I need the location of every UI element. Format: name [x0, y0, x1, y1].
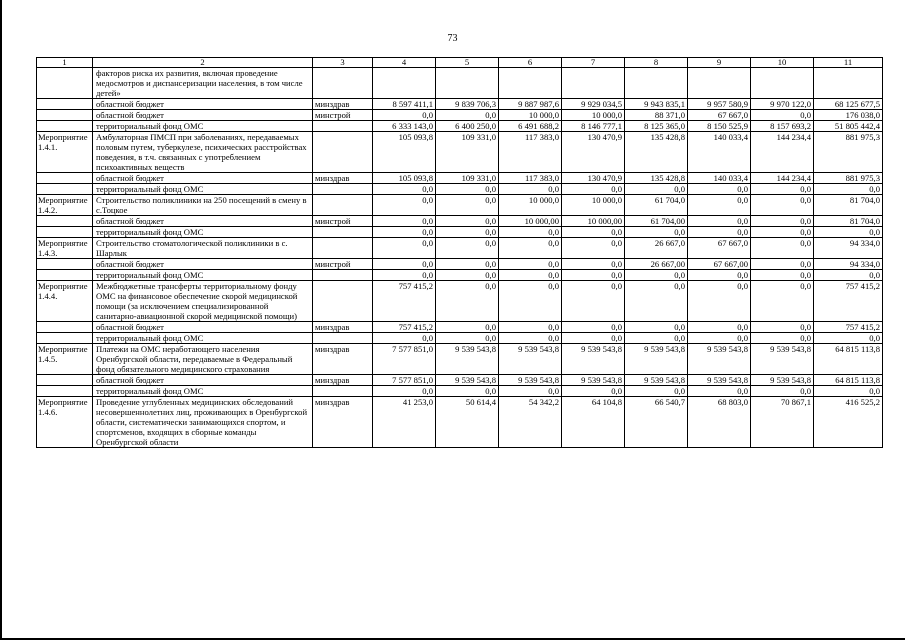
- value-cell-col-4: 6 333 143,0: [373, 121, 436, 132]
- column-header-7: 7: [562, 58, 625, 68]
- value-cell-col-8: [625, 68, 688, 99]
- executor-cell: минздрав: [313, 344, 373, 375]
- value-cell-col-7: 64 104,8: [562, 397, 625, 448]
- value-cell-col-9: [688, 68, 751, 99]
- value-cell-col-8: 0,0: [625, 227, 688, 238]
- value-cell-col-9: 0,0: [688, 227, 751, 238]
- value-cell-col-9: 67 667,0: [688, 110, 751, 121]
- value-cell-col-10: 9 539 543,8: [751, 344, 814, 375]
- description-cell: факторов риска их развития, включая проведение медосмотров и диспансеризации населения, в том числе детей»: [93, 68, 313, 99]
- value-cell-col-7: 0,0: [562, 386, 625, 397]
- column-header-10: 10: [751, 58, 814, 68]
- value-cell-col-7: 130 470,9: [562, 173, 625, 184]
- measure-cell: [37, 216, 93, 227]
- value-cell-col-11: [814, 68, 883, 99]
- measure-cell: Мероприятие 1.4.4.: [37, 281, 93, 322]
- value-cell-col-9: 140 033,4: [688, 132, 751, 173]
- table-row: [37, 281, 883, 322]
- measure-cell: [37, 121, 93, 132]
- value-cell-col-7: 9 539 543,8: [562, 344, 625, 375]
- value-cell-col-5: 0,0: [436, 238, 499, 259]
- description-cell: Амбулаторная ПМСП при заболеваниях, передаваемых половым путем, туберкулезе, психических расстройствах поведения, в т.ч. связанных с употреблением психоактивных веществ: [93, 132, 313, 173]
- column-header-1: 1: [37, 58, 93, 68]
- value-cell-col-4: 0,0: [373, 333, 436, 344]
- column-header-2: 2: [93, 58, 313, 68]
- column-header-11: 11: [814, 58, 883, 68]
- description-cell: Проведение углубленных медицинских обследований несовершеннолетних лиц, проживающих в Оренбургской области, систематически занимающихся спортом, и спортсменов, входящих в сборные команды Оренбургской области: [93, 397, 313, 448]
- description-cell: территориальный фонд ОМС: [93, 270, 313, 281]
- table-row: [37, 132, 883, 173]
- value-cell-col-6: 0,0: [499, 322, 562, 333]
- value-cell-col-6: 9 539 543,8: [499, 344, 562, 375]
- column-header-8: 8: [625, 58, 688, 68]
- table-row: [37, 99, 883, 110]
- value-cell-col-6: 10 000,0: [499, 110, 562, 121]
- description-cell: областной бюджет: [93, 216, 313, 227]
- value-cell-col-4: 105 093,8: [373, 132, 436, 173]
- table-row: [37, 195, 883, 216]
- value-cell-col-10: 0,0: [751, 110, 814, 121]
- value-cell-col-6: 9 539 543,8: [499, 375, 562, 386]
- table-row: [37, 375, 883, 386]
- value-cell-col-10: 0,0: [751, 270, 814, 281]
- value-cell-col-5: 0,0: [436, 281, 499, 322]
- value-cell-col-5: 0,0: [436, 259, 499, 270]
- description-cell: Строительство стоматологической поликлиники в с. Шарлык: [93, 238, 313, 259]
- value-cell-col-11: 881 975,3: [814, 173, 883, 184]
- measure-cell: [37, 333, 93, 344]
- value-cell-col-10: 0,0: [751, 216, 814, 227]
- table-row: [37, 216, 883, 227]
- measure-cell: [37, 259, 93, 270]
- value-cell-col-6: 9 887 987,6: [499, 99, 562, 110]
- table-row: [37, 227, 883, 238]
- header-row: [37, 58, 883, 68]
- executor-cell: [313, 386, 373, 397]
- value-cell-col-8: 0,0: [625, 386, 688, 397]
- value-cell-col-9: 9 957 580,9: [688, 99, 751, 110]
- value-cell-col-5: 9 539 543,8: [436, 344, 499, 375]
- value-cell-col-11: 68 125 677,5: [814, 99, 883, 110]
- value-cell-col-5: 9 839 706,3: [436, 99, 499, 110]
- table-row: [37, 397, 883, 448]
- value-cell-col-9: 67 667,00: [688, 259, 751, 270]
- table-row: [37, 344, 883, 375]
- value-cell-col-4: 0,0: [373, 270, 436, 281]
- description-cell: областной бюджет: [93, 375, 313, 386]
- value-cell-col-5: 109 331,0: [436, 173, 499, 184]
- measure-cell: [37, 322, 93, 333]
- value-cell-col-9: 8 150 525,9: [688, 121, 751, 132]
- measure-cell: [37, 99, 93, 110]
- value-cell-col-5: 0,0: [436, 110, 499, 121]
- value-cell-col-7: 10 000,0: [562, 110, 625, 121]
- description-cell: территориальный фонд ОМС: [93, 184, 313, 195]
- measure-cell: [37, 375, 93, 386]
- value-cell-col-8: 0,0: [625, 322, 688, 333]
- column-header-5: 5: [436, 58, 499, 68]
- value-cell-col-11: 0,0: [814, 386, 883, 397]
- value-cell-col-9: 9 539 543,8: [688, 344, 751, 375]
- value-cell-col-4: 0,0: [373, 195, 436, 216]
- value-cell-col-10: 9 539 543,8: [751, 375, 814, 386]
- value-cell-col-5: 0,0: [436, 270, 499, 281]
- value-cell-col-10: 0,0: [751, 238, 814, 259]
- value-cell-col-11: 176 038,0: [814, 110, 883, 121]
- value-cell-col-5: 0,0: [436, 333, 499, 344]
- measure-cell: [37, 68, 93, 99]
- description-cell: Межбюджетные трансферты территориальному фонду ОМС на финансовое обеспечение скорой медицинской помощи (за исключением специализированной санитарно-авиационной скорой медицинской помощи): [93, 281, 313, 322]
- measure-cell: [37, 270, 93, 281]
- description-cell: областной бюджет: [93, 173, 313, 184]
- executor-cell: [313, 227, 373, 238]
- value-cell-col-11: 416 525,2: [814, 397, 883, 448]
- value-cell-col-7: 0,0: [562, 270, 625, 281]
- executor-cell: минстрой: [313, 216, 373, 227]
- table-row: [37, 110, 883, 121]
- value-cell-col-7: 0,0: [562, 184, 625, 195]
- measure-cell: Мероприятие 1.4.6.: [37, 397, 93, 448]
- table-row: [37, 238, 883, 259]
- value-cell-col-11: 94 334,0: [814, 238, 883, 259]
- value-cell-col-4: 0,0: [373, 238, 436, 259]
- executor-cell: [313, 132, 373, 173]
- value-cell-col-4: 41 253,0: [373, 397, 436, 448]
- value-cell-col-9: 0,0: [688, 386, 751, 397]
- value-cell-col-4: 0,0: [373, 386, 436, 397]
- value-cell-col-5: 109 331,0: [436, 132, 499, 173]
- value-cell-col-6: 6 491 688,2: [499, 121, 562, 132]
- executor-cell: [313, 121, 373, 132]
- value-cell-col-7: 9 929 034,5: [562, 99, 625, 110]
- description-cell: территориальный фонд ОМС: [93, 333, 313, 344]
- value-cell-col-6: 117 383,0: [499, 173, 562, 184]
- value-cell-col-4: 105 093,8: [373, 173, 436, 184]
- value-cell-col-4: 0,0: [373, 110, 436, 121]
- budget-table: [36, 57, 883, 448]
- value-cell-col-5: 50 614,4: [436, 397, 499, 448]
- value-cell-col-8: 8 125 365,0: [625, 121, 688, 132]
- value-cell-col-8: 88 371,0: [625, 110, 688, 121]
- value-cell-col-11: 81 704,0: [814, 195, 883, 216]
- value-cell-col-11: 757 415,2: [814, 322, 883, 333]
- table-row: [37, 259, 883, 270]
- measure-cell: Мероприятие 1.4.3.: [37, 238, 93, 259]
- value-cell-col-8: 66 540,7: [625, 397, 688, 448]
- value-cell-col-11: 94 334,0: [814, 259, 883, 270]
- value-cell-col-10: 0,0: [751, 386, 814, 397]
- value-cell-col-7: 8 146 777,1: [562, 121, 625, 132]
- description-cell: территориальный фонд ОМС: [93, 386, 313, 397]
- value-cell-col-10: 144 234,4: [751, 173, 814, 184]
- value-cell-col-7: 0,0: [562, 333, 625, 344]
- table-row: [37, 386, 883, 397]
- value-cell-col-6: 0,0: [499, 281, 562, 322]
- value-cell-col-4: [373, 68, 436, 99]
- value-cell-col-10: 144 234,4: [751, 132, 814, 173]
- value-cell-col-5: 0,0: [436, 216, 499, 227]
- table-body: [37, 68, 883, 448]
- value-cell-col-11: 81 704,0: [814, 216, 883, 227]
- value-cell-col-7: 9 539 543,8: [562, 375, 625, 386]
- measure-cell: [37, 386, 93, 397]
- value-cell-col-7: 0,0: [562, 281, 625, 322]
- table-row: [37, 333, 883, 344]
- executor-cell: минздрав: [313, 397, 373, 448]
- value-cell-col-8: 135 428,8: [625, 173, 688, 184]
- executor-cell: [313, 281, 373, 322]
- description-cell: областной бюджет: [93, 259, 313, 270]
- value-cell-col-10: 0,0: [751, 195, 814, 216]
- value-cell-col-4: 0,0: [373, 184, 436, 195]
- value-cell-col-9: 0,0: [688, 281, 751, 322]
- value-cell-col-6: 0,0: [499, 333, 562, 344]
- measure-cell: Мероприятие 1.4.2.: [37, 195, 93, 216]
- measure-cell: [37, 227, 93, 238]
- value-cell-col-4: 8 597 411,1: [373, 99, 436, 110]
- table-row: [37, 322, 883, 333]
- value-cell-col-11: 881 975,3: [814, 132, 883, 173]
- value-cell-col-4: 757 415,2: [373, 281, 436, 322]
- value-cell-col-11: 0,0: [814, 227, 883, 238]
- description-cell: областной бюджет: [93, 322, 313, 333]
- value-cell-col-10: 0,0: [751, 322, 814, 333]
- value-cell-col-9: 0,0: [688, 216, 751, 227]
- value-cell-col-4: 0,0: [373, 259, 436, 270]
- column-header-6: 6: [499, 58, 562, 68]
- value-cell-col-10: [751, 68, 814, 99]
- column-header-3: 3: [313, 58, 373, 68]
- value-cell-col-9: 67 667,0: [688, 238, 751, 259]
- value-cell-col-6: 0,0: [499, 386, 562, 397]
- value-cell-col-4: 0,0: [373, 227, 436, 238]
- table-header: [37, 58, 883, 68]
- value-cell-col-5: 0,0: [436, 195, 499, 216]
- executor-cell: [313, 270, 373, 281]
- value-cell-col-5: 0,0: [436, 386, 499, 397]
- value-cell-col-6: [499, 68, 562, 99]
- page-number: 73: [447, 33, 458, 44]
- value-cell-col-11: 64 815 113,8: [814, 375, 883, 386]
- value-cell-col-10: 0,0: [751, 281, 814, 322]
- value-cell-col-6: 0,0: [499, 227, 562, 238]
- value-cell-col-11: 757 415,2: [814, 281, 883, 322]
- value-cell-col-8: 0,0: [625, 281, 688, 322]
- value-cell-col-6: 0,0: [499, 259, 562, 270]
- measure-cell: [37, 184, 93, 195]
- value-cell-col-7: 0,0: [562, 227, 625, 238]
- value-cell-col-8: 26 667,00: [625, 259, 688, 270]
- description-cell: территориальный фонд ОМС: [93, 121, 313, 132]
- measure-cell: [37, 110, 93, 121]
- executor-cell: минздрав: [313, 173, 373, 184]
- measure-cell: Мероприятие 1.4.5.: [37, 344, 93, 375]
- value-cell-col-9: 68 803,0: [688, 397, 751, 448]
- value-cell-col-7: 0,0: [562, 259, 625, 270]
- value-cell-col-5: 0,0: [436, 184, 499, 195]
- value-cell-col-8: 9 539 543,8: [625, 344, 688, 375]
- value-cell-col-10: 0,0: [751, 184, 814, 195]
- value-cell-col-9: 0,0: [688, 184, 751, 195]
- table-row: [37, 270, 883, 281]
- table-row: [37, 68, 883, 99]
- value-cell-col-9: 0,0: [688, 270, 751, 281]
- value-cell-col-8: 26 667,0: [625, 238, 688, 259]
- value-cell-col-8: 0,0: [625, 333, 688, 344]
- description-cell: территориальный фонд ОМС: [93, 227, 313, 238]
- value-cell-col-9: 0,0: [688, 333, 751, 344]
- executor-cell: [313, 184, 373, 195]
- value-cell-col-7: 10 000,00: [562, 216, 625, 227]
- description-cell: Платежи на ОМС неработающего населения Оренбургской области, передаваемые в Федеральный фонд обязательного медицинского страхования: [93, 344, 313, 375]
- value-cell-col-8: 61 704,0: [625, 195, 688, 216]
- value-cell-col-4: 0,0: [373, 216, 436, 227]
- table-row: [37, 121, 883, 132]
- description-cell: областной бюджет: [93, 99, 313, 110]
- value-cell-col-11: 51 805 442,4: [814, 121, 883, 132]
- executor-cell: [313, 238, 373, 259]
- value-cell-col-6: 117 383,0: [499, 132, 562, 173]
- executor-cell: минстрой: [313, 259, 373, 270]
- value-cell-col-8: 0,0: [625, 270, 688, 281]
- value-cell-col-5: 0,0: [436, 322, 499, 333]
- description-cell: Строительство поликлиники на 250 посещений в смену в с.Тоцкое: [93, 195, 313, 216]
- executor-cell: [313, 68, 373, 99]
- executor-cell: минстрой: [313, 110, 373, 121]
- table-row: [37, 184, 883, 195]
- executor-cell: [313, 195, 373, 216]
- value-cell-col-4: 7 577 851,0: [373, 344, 436, 375]
- value-cell-col-6: 54 342,2: [499, 397, 562, 448]
- value-cell-col-6: 10 000,00: [499, 216, 562, 227]
- description-cell: областной бюджет: [93, 110, 313, 121]
- value-cell-col-9: 0,0: [688, 322, 751, 333]
- value-cell-col-8: 61 704,00: [625, 216, 688, 227]
- value-cell-col-10: 0,0: [751, 227, 814, 238]
- value-cell-col-5: 6 400 250,0: [436, 121, 499, 132]
- value-cell-col-7: 10 000,0: [562, 195, 625, 216]
- value-cell-col-10: 9 970 122,0: [751, 99, 814, 110]
- value-cell-col-10: 8 157 693,2: [751, 121, 814, 132]
- executor-cell: [313, 333, 373, 344]
- measure-cell: [37, 173, 93, 184]
- measure-cell: Мероприятие 1.4.1.: [37, 132, 93, 173]
- executor-cell: минздрав: [313, 99, 373, 110]
- value-cell-col-10: 0,0: [751, 333, 814, 344]
- value-cell-col-7: 130 470,9: [562, 132, 625, 173]
- value-cell-col-6: 0,0: [499, 238, 562, 259]
- value-cell-col-7: 0,0: [562, 322, 625, 333]
- value-cell-col-7: 0,0: [562, 238, 625, 259]
- value-cell-col-8: 135 428,8: [625, 132, 688, 173]
- value-cell-col-6: 10 000,0: [499, 195, 562, 216]
- value-cell-col-8: 9 943 835,1: [625, 99, 688, 110]
- value-cell-col-11: 0,0: [814, 184, 883, 195]
- value-cell-col-6: 0,0: [499, 184, 562, 195]
- value-cell-col-11: 64 815 113,8: [814, 344, 883, 375]
- executor-cell: минздрав: [313, 322, 373, 333]
- executor-cell: минздрав: [313, 375, 373, 386]
- value-cell-col-9: 140 033,4: [688, 173, 751, 184]
- value-cell-col-8: 9 539 543,8: [625, 375, 688, 386]
- value-cell-col-9: 0,0: [688, 195, 751, 216]
- value-cell-col-11: 0,0: [814, 270, 883, 281]
- value-cell-col-5: 9 539 543,8: [436, 375, 499, 386]
- value-cell-col-10: 0,0: [751, 259, 814, 270]
- value-cell-col-7: [562, 68, 625, 99]
- column-header-9: 9: [688, 58, 751, 68]
- value-cell-col-9: 9 539 543,8: [688, 375, 751, 386]
- value-cell-col-4: 7 577 851,0: [373, 375, 436, 386]
- value-cell-col-4: 757 415,2: [373, 322, 436, 333]
- value-cell-col-10: 70 867,1: [751, 397, 814, 448]
- value-cell-col-11: 0,0: [814, 333, 883, 344]
- value-cell-col-5: 0,0: [436, 227, 499, 238]
- value-cell-col-8: 0,0: [625, 184, 688, 195]
- value-cell-col-6: 0,0: [499, 270, 562, 281]
- scan-edge-left: [0, 0, 2, 640]
- value-cell-col-5: [436, 68, 499, 99]
- table-row: [37, 173, 883, 184]
- column-header-4: 4: [373, 58, 436, 68]
